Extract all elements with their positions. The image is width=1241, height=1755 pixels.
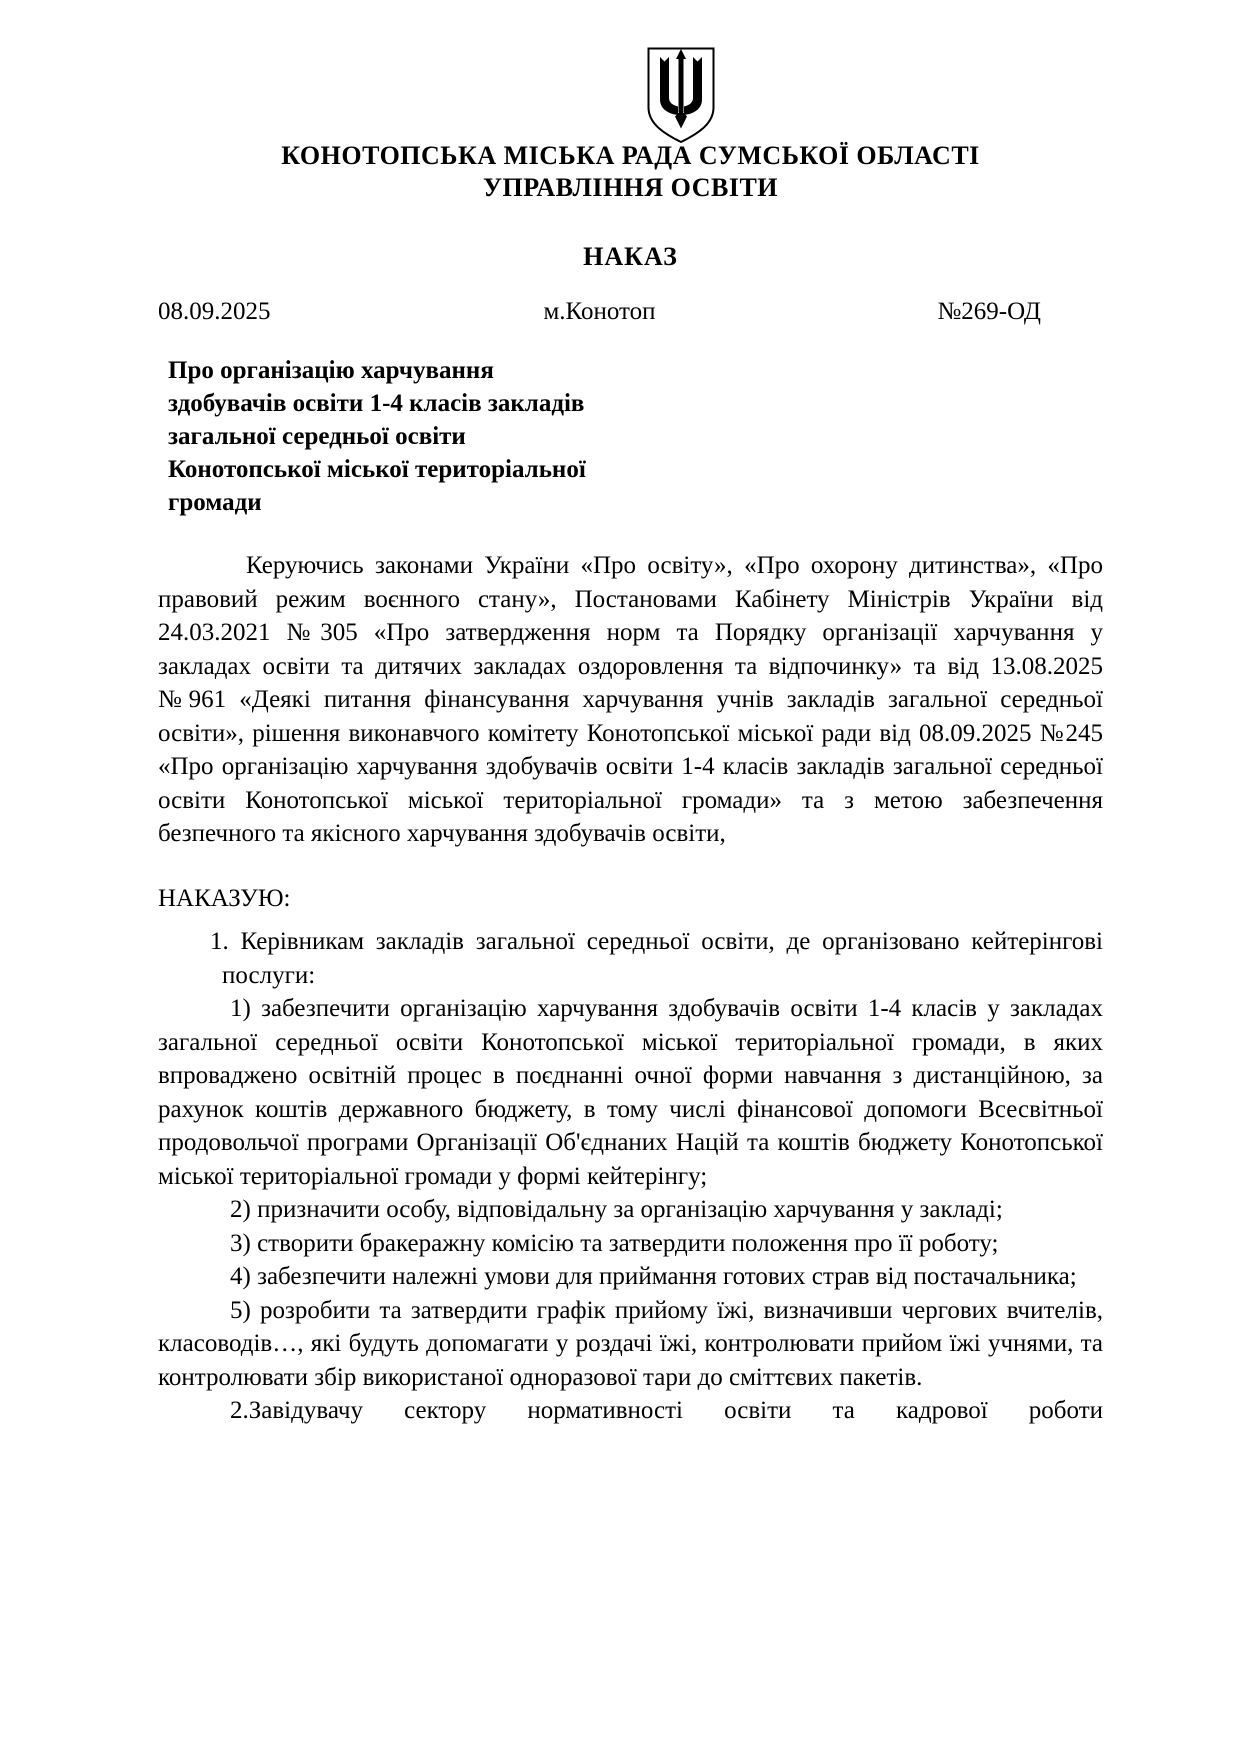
preamble-paragraph: Керуючись законами України «Про освіту», «Про охорону дитинства», «Про правовий режим воєнного стану», Постановами Кабінету Міністрів України від 24.03.2021 №305 «Про затвердження норм та Порядку організації харчування у закладах освіти та дитячих закладах оздоровлення та відпочинку» та від 13.08.2025 №961 «Деякі питання фінансування харчування учнів закладів загальної середньої освіти», рішення виконавчого комітету Конотопської міської ради від 08.09.2025 №245 «Про організацію харчування здобувачів освіти 1-4 класів закладів загальної середньої освіти Конотопської міської територіальної громади» та з метою забезпечення безпечного та якісного харчування здобувачів освіти, xyxy=(158,552,1103,847)
doc-meta-row xyxy=(158,296,1103,327)
order-subpoint-2: 2) призначити особу, відповідальну за організацію харчування у закладі; xyxy=(230,1196,1003,1223)
order-subpoint-3: 3) створити бракеражну комісію та затвердити положення про її роботу; xyxy=(230,1229,999,1257)
subject-line: загальної середньої освіти xyxy=(168,423,466,450)
doc-number: №269-ОД xyxy=(937,298,1041,325)
document-content xyxy=(158,0,1103,1428)
org-name-line2: УПРАВЛІННЯ ОСВІТИ xyxy=(482,173,779,202)
org-name-line1: КОНОТОПСЬКА МІСЬКА РАДА СУМСЬКОЇ ОБЛАСТІ xyxy=(281,141,980,170)
order-point-2: 2.Завідувачу сектору нормативності освіти та кадрової роботи xyxy=(230,1397,1103,1424)
order-subpoint-1: 1) забезпечити організацію харчування здобувачів освіти 1-4 класів у закладах загальної середньої освіти Конотопської міської територіальної громади, в яких впроваджено освітній процес в поєднанні очної форми навчання з дистанційною, за рахунок коштів державного бюджету, в тому числі фінансової допомоги Всесвітньої продовольчої програми Організації Об'єднаних Націй та коштів бюджету Конотопської міської територіальної громади у формі кейтерінгу; xyxy=(158,995,1103,1190)
order-subpoint-5: 5) розробити та затвердити графік прийому їжі, визначивши чергових вчителів, класоводів…, які будуть допомагати у роздачі їжі, контролювати прийом їжі учнями, та контролювати збір використаної одноразової тари до сміттєвих пакетів. xyxy=(158,1296,1103,1391)
order-point-1: 1. Керівникам закладів загальної середньої освіти, де організовано кейтерінгові послуги: xyxy=(210,928,1103,989)
subject-line: громади xyxy=(168,489,262,516)
doc-date: 08.09.2025 xyxy=(158,298,271,325)
subject-line: Конотопської міської територіальної xyxy=(168,456,586,483)
doc-type-title: НАКАЗ xyxy=(583,242,678,271)
order-subpoint-4: 4) забезпечити належні умови для приймання готових страв від постачальника; xyxy=(230,1263,1077,1290)
doc-subject xyxy=(168,354,1103,519)
subject-line: здобувачів освіти 1-4 класів закладів xyxy=(168,390,585,417)
subject-line: Про організацію харчування xyxy=(168,357,494,384)
doc-place: м.Конотоп xyxy=(543,298,656,325)
order-heading: НАКАЗУЮ: xyxy=(158,884,291,912)
